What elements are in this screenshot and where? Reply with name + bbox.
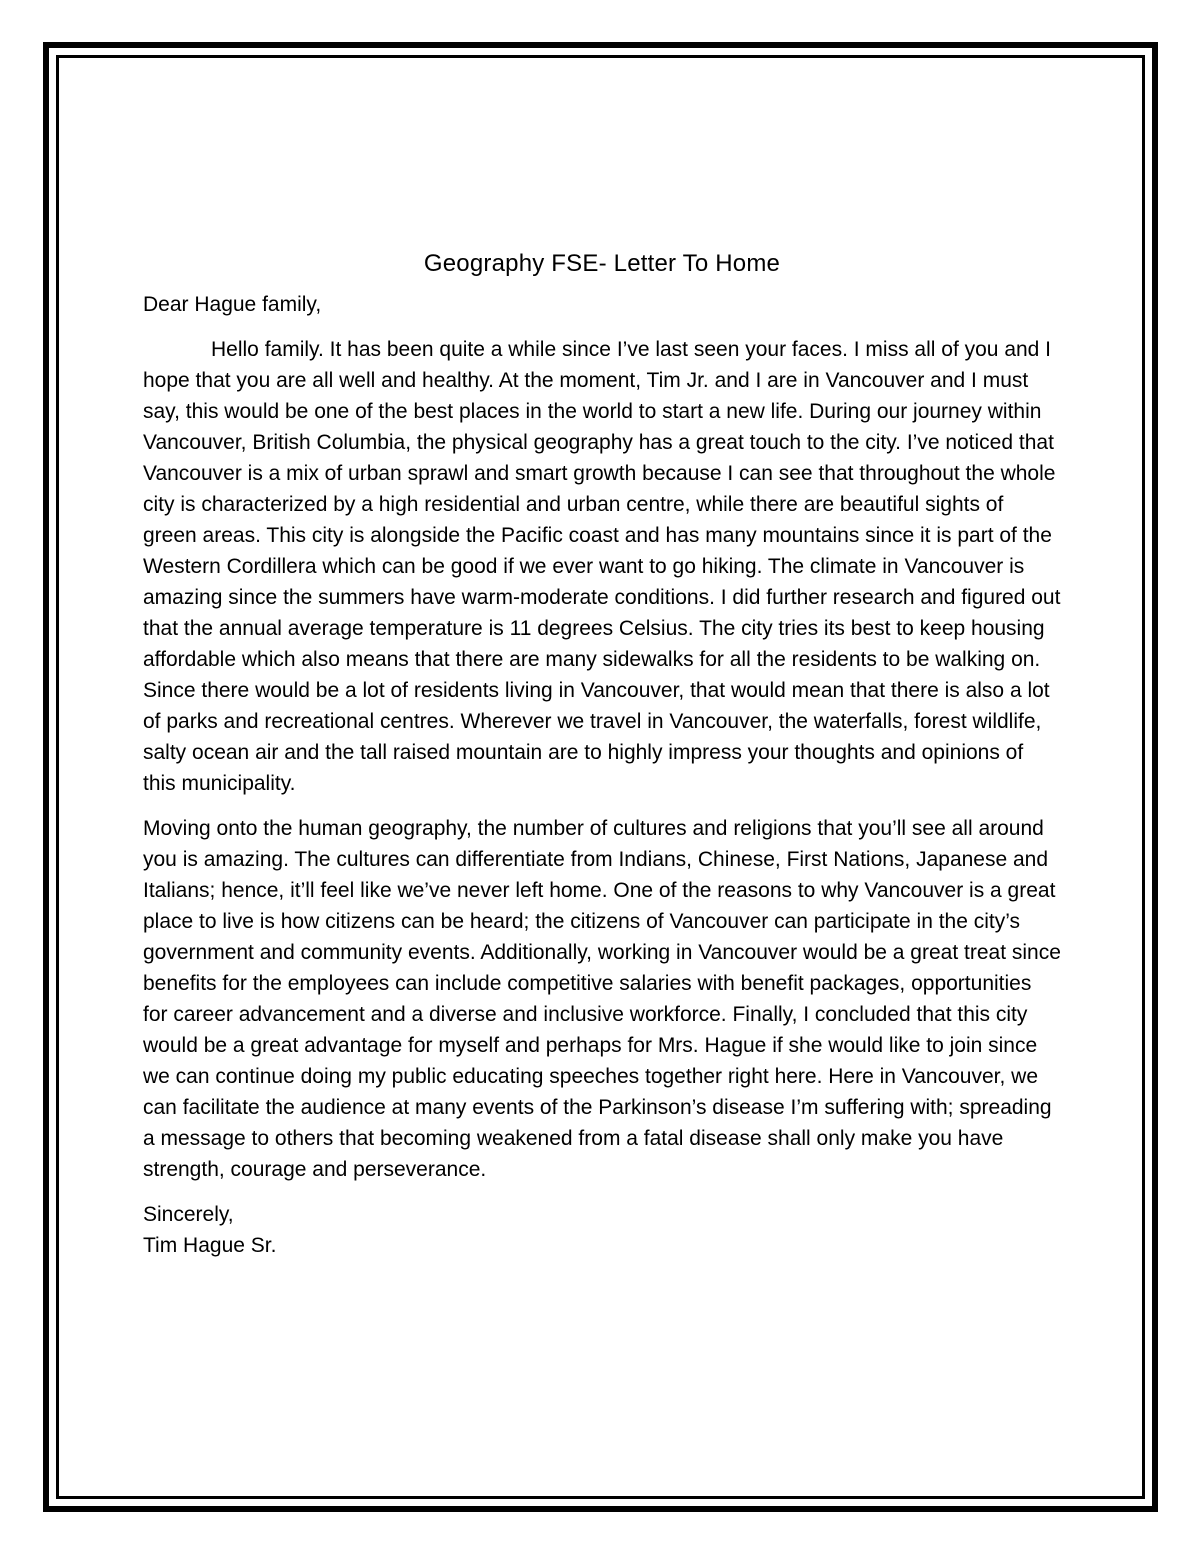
paragraph-physical-geography: Hello family. It has been quite a while since I’ve last seen your faces. I miss all of you and I hope that you are all well and healthy. At the moment, Tim Jr. and I are in Vancouver and I must say, this would be one of the best places in the world to start a new life. During our journey within Vancouver, British Columbia, the physical geography has a great touch to the city. I’ve noticed that Vancouver is a mix of urban sprawl and smart growth because I can see that throughout the whole city is characterized by a high residential and urban centre, while there are beautiful sights of green areas. This city is alongside the Pacific coast and has many mountains since it is part of the Western Cordillera which can be good if we ever want to go hiking. The climate in Vancouver is amazing since the summers have warm-moderate conditions. I did further research and figured out that the annual average temperature is 11 degrees Celsius. The city tries its best to keep housing affordable which also means that there are many sidewalks for all the residents to be walking on. Since there would be a lot of residents living in Vancouver, that would mean that there is also a lot of parks and recreational centres. Wherever we travel in Vancouver, the waterfalls, forest wildlife, salty ocean air and the tall raised mountain are to highly impress your thoughts and opinions of this municipality. <box>143 338 1061 795</box>
closing-block <box>143 1199 1061 1261</box>
letter-body <box>143 244 1061 1261</box>
document-title: Geography FSE- Letter To Home <box>423 250 781 277</box>
closing-line: Sincerely, <box>143 1203 234 1226</box>
paragraph-human-geography: Moving onto the human geography, the number of cultures and religions that you’ll see all around you is amazing. The cultures can differentiate from Indians, Chinese, First Nations, Japanese and Italians; hence, it’ll feel like we’ve never left home. One of the reasons to why Vancouver is a great place to live is how citizens can be heard; the citizens of Vancouver can participate in the city’s government and community events. Additionally, working in Vancouver would be a great treat since benefits for the employees can include competitive salaries with benefit packages, opportunities for career advancement and a diverse and inclusive workforce. Finally, I concluded that this city would be a great advantage for myself and perhaps for Mrs. Hague if she would like to join since we can continue doing my public educating speeches together right here. Here in Vancouver, we can facilitate the audience at many events of the Parkinson’s disease I’m suffering with; spreading a message to others that becoming weakened from a fatal disease shall only make you have strength, courage and perseverance. <box>143 817 1061 1181</box>
signature: Tim Hague Sr. <box>143 1234 277 1257</box>
salutation: Dear Hague family, <box>143 293 322 316</box>
